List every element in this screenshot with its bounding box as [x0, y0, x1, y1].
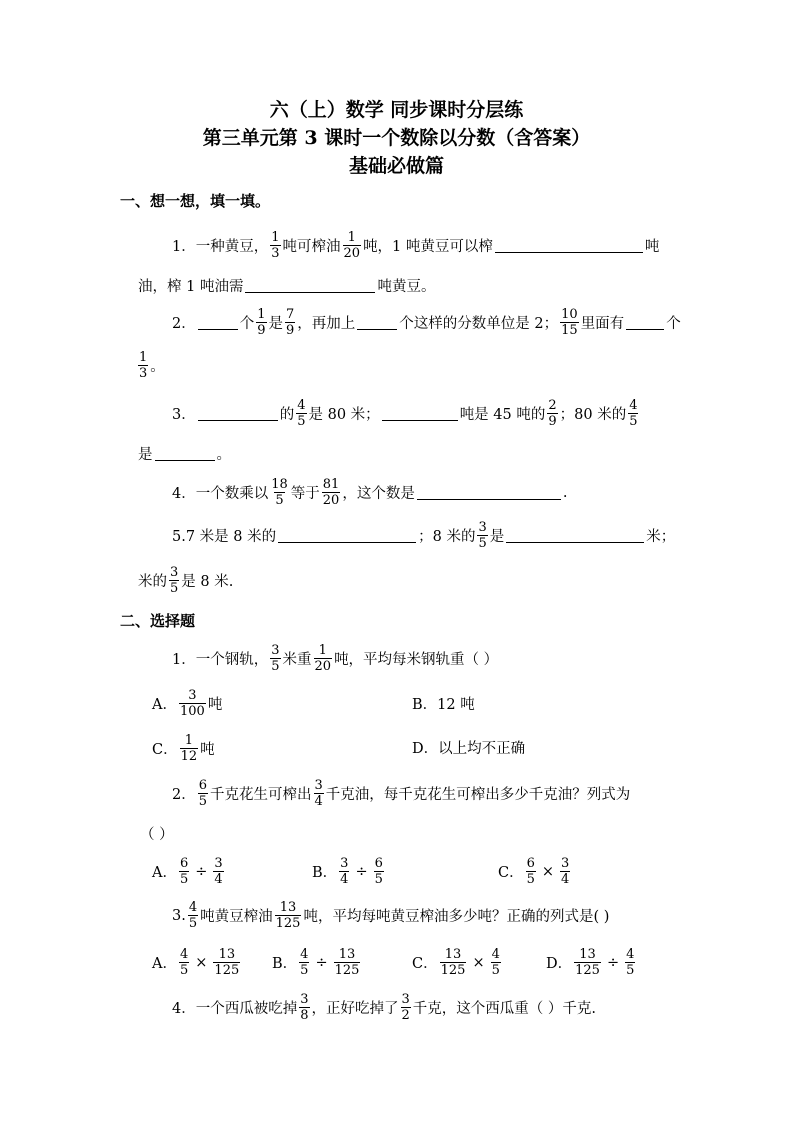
denominator: 5 — [629, 414, 638, 429]
denominator: 8 — [300, 1008, 309, 1023]
text: 吨是 45 吨的 — [459, 407, 546, 423]
denominator: 20 — [322, 493, 340, 508]
denominator: 5 — [300, 963, 309, 978]
denominator: 5 — [271, 659, 280, 674]
operator: × — [472, 954, 485, 971]
choice-q1-option-a[interactable] — [152, 688, 222, 719]
text: 千克花生可榨出 — [210, 787, 312, 803]
denominator: 5 — [374, 872, 383, 887]
text: 3. — [172, 907, 186, 924]
answer-blank[interactable] — [198, 406, 278, 421]
option-label: A． — [152, 865, 177, 881]
choice-q3-option-c[interactable] — [412, 947, 503, 978]
fraction — [299, 992, 309, 1023]
numerator: 3 — [300, 992, 309, 1007]
fraction — [526, 856, 536, 887]
numerator: 3 — [340, 856, 349, 871]
text: 千克油，每千克花生可榨出多少千克油？列式为 — [325, 787, 631, 803]
numerator: 10 — [561, 307, 578, 322]
option-label: C． — [412, 956, 438, 972]
section-2-heading: 二、选择题 — [120, 612, 196, 630]
operator: ÷ — [195, 863, 208, 880]
denominator: 125 — [440, 963, 466, 978]
denominator: 2 — [401, 1008, 410, 1023]
option-label: A． — [152, 697, 177, 713]
numerator: 3 — [188, 688, 197, 703]
numerator: 13 — [444, 947, 462, 962]
text: 米的 — [138, 574, 167, 590]
numerator: 1 — [257, 307, 266, 322]
option-label: C． — [152, 742, 178, 758]
fraction — [560, 856, 570, 887]
fraction — [547, 398, 557, 429]
operator: ÷ — [315, 954, 328, 971]
fraction — [270, 477, 289, 508]
text: 个这样的分数单位是 2； — [399, 316, 559, 332]
choice-q3-option-d[interactable] — [546, 947, 637, 978]
denominator: 9 — [548, 414, 557, 429]
option-label: B． — [312, 865, 338, 881]
numerator: 81 — [322, 477, 340, 492]
choice-q3-option-a[interactable] — [152, 947, 242, 978]
choice-q1-stem — [172, 643, 498, 674]
denominator: 125 — [275, 916, 301, 931]
fraction — [270, 643, 280, 674]
option-label: D． — [546, 956, 573, 972]
answer-blank[interactable] — [198, 315, 238, 330]
title-block — [0, 96, 793, 180]
choice-q2-option-c[interactable] — [498, 856, 572, 887]
denominator: 3 — [271, 246, 280, 261]
numerator: 6 — [374, 856, 383, 871]
denominator: 9 — [286, 323, 295, 338]
fraction — [314, 643, 333, 674]
denominator: 4 — [314, 794, 323, 809]
fraction — [560, 307, 579, 338]
choice-q1-option-c[interactable] — [152, 733, 215, 764]
fraction — [256, 307, 266, 338]
fraction — [179, 947, 189, 978]
answer-blank[interactable] — [506, 528, 644, 543]
fraction — [401, 992, 411, 1023]
fill-q2-line2 — [136, 350, 165, 381]
text: ；8 米的 — [418, 529, 476, 545]
fraction — [334, 947, 361, 978]
numerator: 4 — [297, 398, 306, 413]
numerator: 6 — [179, 856, 189, 871]
numerator: 13 — [279, 900, 297, 915]
text: 吨 — [207, 697, 223, 713]
fill-q5-line2 — [138, 565, 233, 596]
choice-q3-stem — [172, 900, 609, 931]
option-label: A． — [152, 956, 177, 972]
title-line-2: 第三单元第 3 课时一个数除以分数（含答案） — [202, 127, 591, 149]
fraction — [628, 398, 638, 429]
fraction — [374, 856, 384, 887]
choice-q3-option-b[interactable] — [272, 947, 362, 978]
numerator: 3 — [214, 856, 223, 871]
denominator: 125 — [575, 963, 600, 978]
option-label: D． — [412, 741, 439, 757]
fraction — [188, 900, 198, 931]
denominator: 20 — [314, 659, 332, 674]
option-label: C． — [498, 865, 524, 881]
fraction — [440, 947, 467, 978]
numerator: 7 — [286, 307, 295, 322]
choice-q2-stem — [172, 778, 630, 809]
option-label: B． — [412, 697, 438, 713]
fraction — [339, 856, 349, 887]
text: . — [562, 484, 568, 501]
text: 是 8 米. — [181, 574, 234, 590]
denominator: 5 — [188, 916, 198, 931]
text: 吨可榨油 — [282, 239, 341, 255]
denominator: 4 — [340, 872, 349, 887]
choice-q4-stem — [172, 992, 596, 1023]
option-text: 12 吨 — [437, 697, 475, 713]
fill-q5-line1 — [172, 520, 675, 551]
numerator: 3 — [401, 992, 410, 1007]
denominator: 5 — [198, 794, 208, 809]
denominator: 5 — [491, 963, 500, 978]
option-label: B． — [272, 956, 298, 972]
numerator: 6 — [526, 856, 535, 871]
text: 吨黄豆。 — [377, 279, 436, 295]
text: 吨 — [644, 239, 660, 255]
numerator: 3 — [561, 856, 570, 871]
fraction — [213, 856, 223, 887]
denominator: 4 — [561, 872, 570, 887]
denominator: 5 — [526, 872, 535, 887]
fraction — [314, 778, 324, 809]
answer-blank[interactable] — [245, 278, 375, 293]
text: 是 — [489, 529, 505, 545]
answer-blank[interactable] — [495, 238, 643, 253]
text: 4．一个西瓜被吃掉 — [172, 1001, 298, 1017]
operator: × — [541, 863, 555, 880]
denominator: 125 — [334, 963, 360, 978]
answer-blank[interactable] — [155, 446, 215, 461]
text: 5.7 米是 8 米的 — [172, 529, 277, 545]
operator: × — [195, 954, 208, 971]
fraction — [180, 733, 199, 764]
numerator: 3 — [314, 778, 323, 793]
denominator: 5 — [275, 493, 284, 508]
text: 1．一个钢轨， — [172, 652, 269, 668]
numerator: 3 — [478, 520, 487, 535]
text: 吨黄豆榨油 — [200, 909, 273, 925]
text: 是 — [138, 447, 153, 463]
text: 个 — [239, 316, 255, 332]
operator: ÷ — [355, 863, 368, 880]
text: （ ） — [140, 827, 174, 843]
numerator: 1 — [271, 230, 280, 245]
answer-blank[interactable] — [278, 528, 416, 543]
fraction — [138, 350, 148, 381]
numerator: 4 — [179, 947, 189, 962]
denominator: 125 — [214, 963, 240, 978]
numerator: 3 — [170, 565, 179, 580]
text: 是 80 米； — [308, 407, 380, 423]
numerator: 4 — [188, 900, 198, 915]
text: 1．一种黄豆， — [172, 239, 269, 255]
denominator: 5 — [179, 963, 189, 978]
choice-q2-option-b[interactable] — [312, 856, 386, 887]
numerator: 4 — [300, 947, 309, 962]
title-line-1: 六（上）数学 同步课时分层练 — [269, 99, 524, 121]
numerator: 3 — [271, 643, 280, 658]
denominator: 100 — [179, 704, 205, 719]
text: 里面有 — [580, 316, 625, 332]
fraction — [477, 520, 487, 551]
numerator: 13 — [579, 947, 596, 962]
answer-blank[interactable] — [626, 315, 664, 330]
text: 吨，平均每吨黄豆榨油多少吨？正确的列式是( ) — [303, 909, 610, 925]
denominator: 5 — [179, 872, 189, 887]
text: 吨 — [200, 742, 215, 758]
fraction — [491, 947, 501, 978]
answer-blank[interactable] — [357, 315, 397, 330]
fraction — [574, 947, 601, 978]
denominator: 9 — [257, 323, 266, 338]
text: ，这个数是 — [342, 486, 415, 502]
fraction — [270, 230, 280, 261]
numerator: 13 — [218, 947, 236, 962]
text: 。 — [216, 447, 231, 463]
fill-q4 — [172, 477, 567, 508]
numerator: 1 — [347, 230, 356, 245]
answer-blank[interactable] — [417, 485, 561, 500]
fill-q3-line1 — [172, 398, 640, 429]
option-text: 以上均不正确 — [438, 741, 526, 757]
text: ，正好吃掉了 — [311, 1001, 399, 1017]
fraction — [285, 307, 295, 338]
fill-q1-line2 — [138, 275, 435, 296]
fraction — [322, 477, 341, 508]
text: 个 — [666, 316, 681, 332]
text: ，再加上 — [297, 316, 356, 332]
numerator: 18 — [271, 477, 288, 492]
fraction — [343, 230, 362, 261]
text: 米重 — [282, 652, 312, 668]
choice-q1-option-b[interactable] — [412, 693, 475, 714]
text: 3． — [172, 407, 196, 423]
fraction — [213, 947, 240, 978]
fraction — [275, 900, 302, 931]
text: 。 — [150, 359, 165, 375]
fraction — [198, 778, 208, 809]
numerator: 1 — [139, 350, 148, 365]
choice-q2-option-a[interactable] — [152, 856, 226, 887]
numerator: 6 — [198, 778, 208, 793]
numerator: 1 — [184, 733, 194, 748]
fraction — [179, 856, 189, 887]
fraction — [169, 565, 179, 596]
text: 的 — [279, 407, 295, 423]
text: 吨，1 吨黄豆可以榨 — [363, 239, 493, 255]
denominator: 12 — [180, 749, 198, 764]
title-line-3: 基础必做篇 — [348, 155, 444, 177]
text: 油，榨 1 吨油需 — [138, 279, 244, 295]
numerator: 2 — [548, 398, 557, 413]
numerator: 13 — [338, 947, 356, 962]
denominator: 20 — [343, 246, 361, 261]
fraction — [625, 947, 635, 978]
choice-q1-option-d[interactable] — [412, 737, 525, 758]
text: 千克，这个西瓜重（ ）千克. — [412, 1001, 597, 1017]
text: ；80 米的 — [559, 407, 627, 423]
denominator: 5 — [297, 414, 306, 429]
fraction — [296, 398, 306, 429]
fill-q2-line1 — [172, 307, 681, 338]
numerator: 4 — [626, 947, 635, 962]
fill-q1-line1 — [172, 230, 659, 261]
numerator: 4 — [629, 398, 638, 413]
denominator: 3 — [139, 366, 148, 381]
text: 2． — [172, 316, 196, 332]
text: 等于 — [290, 486, 320, 502]
denominator: 4 — [214, 872, 223, 887]
fraction — [299, 947, 309, 978]
answer-blank[interactable] — [382, 406, 458, 421]
fill-q3-line2 — [138, 443, 231, 464]
text: 米； — [646, 529, 676, 545]
text: 2． — [172, 787, 196, 803]
text: 吨，平均每米钢轨重（ ） — [334, 652, 499, 668]
operator: ÷ — [606, 954, 620, 971]
choice-q2-paren — [140, 823, 174, 844]
text: 是 — [268, 316, 284, 332]
numerator: 1 — [318, 643, 327, 658]
denominator: 15 — [561, 323, 578, 338]
numerator: 4 — [491, 947, 500, 962]
text: 4．一个数乘以 — [172, 486, 269, 502]
section-1-heading: 一、想一想，填一填。 — [120, 192, 271, 210]
denominator: 5 — [170, 581, 179, 596]
fraction — [179, 688, 206, 719]
denominator: 5 — [626, 963, 635, 978]
denominator: 5 — [478, 536, 487, 551]
